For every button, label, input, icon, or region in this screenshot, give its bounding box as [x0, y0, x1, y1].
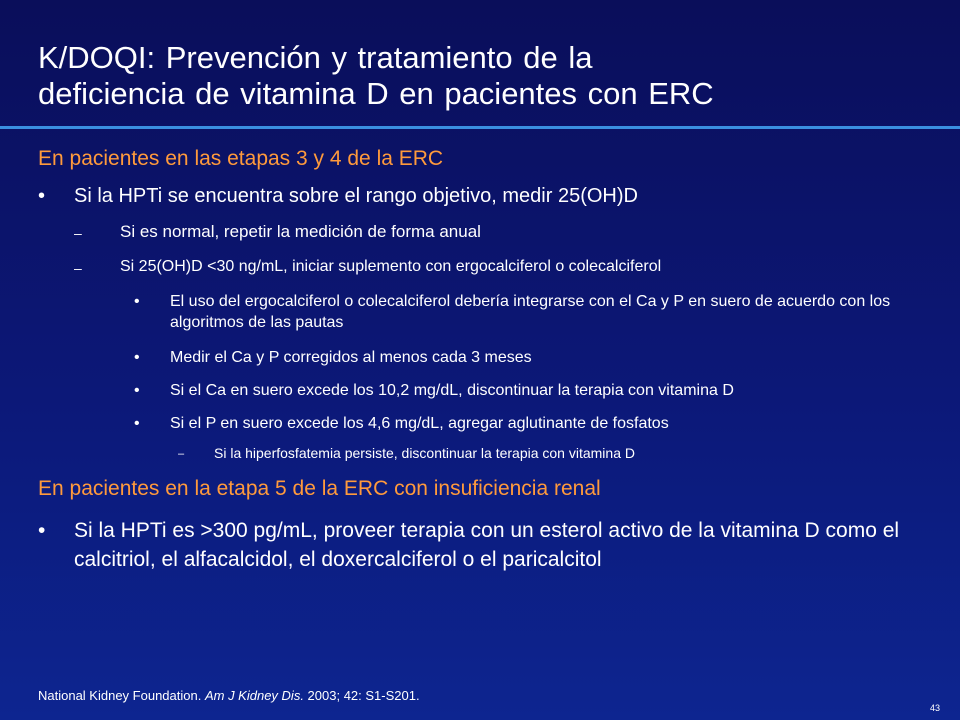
section1-sub2 [38, 256, 928, 279]
sub1-text: Si es normal, repetir la medición de forma anual [120, 222, 481, 241]
sub2-text: Si 25(OH)D <30 ng/mL, iniciar suplemento con ergocalciferol o colecalciferol [120, 258, 662, 275]
dash-marker: – [74, 260, 82, 276]
list-item-text: Medir el Ca y P corregidos al menos cada 3 meses [170, 349, 532, 366]
bullet-marker: • [134, 349, 140, 366]
citation [38, 688, 420, 703]
citation-suffix: 2003; 42: S1-S201. [303, 688, 420, 703]
bullet-marker: • [38, 185, 46, 207]
title-divider [0, 126, 960, 129]
list-item [38, 413, 928, 434]
dash-marker: – [74, 225, 82, 241]
list-item [38, 291, 928, 333]
title-line-2: deficiencia de vitamina D en pacientes con ERC [38, 76, 714, 111]
title-line-1: K/DOQI: Prevención y tratamiento de la [38, 40, 593, 75]
subitem-text: Si la hiperfosfatemia persiste, discontinuar la terapia con vitamina D [214, 445, 635, 461]
list-item [38, 347, 928, 368]
bullet-marker: • [134, 382, 140, 399]
section1-subitem [38, 444, 928, 464]
list-item-text: Si el Ca en suero excede los 10,2 mg/dL, discontinuar la terapia con vitamina D [170, 382, 734, 399]
section1-bullet [38, 184, 928, 209]
section2-heading: En pacientes en la etapa 5 de la ERC con insuficiencia renal [38, 477, 601, 500]
bullet-marker: • [38, 519, 46, 542]
bullet-marker: • [134, 293, 140, 310]
page-number: 43 [930, 703, 941, 713]
bullet-text: Si la HPTi es >300 pg/mL, proveer terapia con un esterol activo de la vitamina D como el calcitriol, el alfacalcidol, el doxercalciferol o el paricalcitol [74, 519, 900, 571]
list-item-text: Si el P en suero excede los 4,6 mg/dL, agregar aglutinante de fosfatos [170, 415, 669, 432]
bullet-text: Si la HPTi se encuentra sobre el rango objetivo, medir 25(OH)D [74, 185, 638, 207]
citation-prefix: National Kidney Foundation. [38, 688, 205, 703]
dash-marker: – [178, 448, 185, 460]
bullet-marker: • [134, 415, 140, 432]
list-item [38, 380, 928, 401]
section1-sub1 [38, 221, 928, 244]
citation-journal: Am J Kidney Dis. [204, 688, 304, 703]
slide-body [38, 146, 928, 574]
section2-bullet [38, 516, 928, 574]
list-item-text: El uso del ergocalciferol o colecalciferol debería integrarse con el Ca y P en suero de acuerdo con los algoritmos de las pautas [170, 293, 891, 331]
section1-heading: En pacientes en las etapas 3 y 4 de la ERC [38, 147, 444, 170]
slide-title [38, 40, 938, 112]
